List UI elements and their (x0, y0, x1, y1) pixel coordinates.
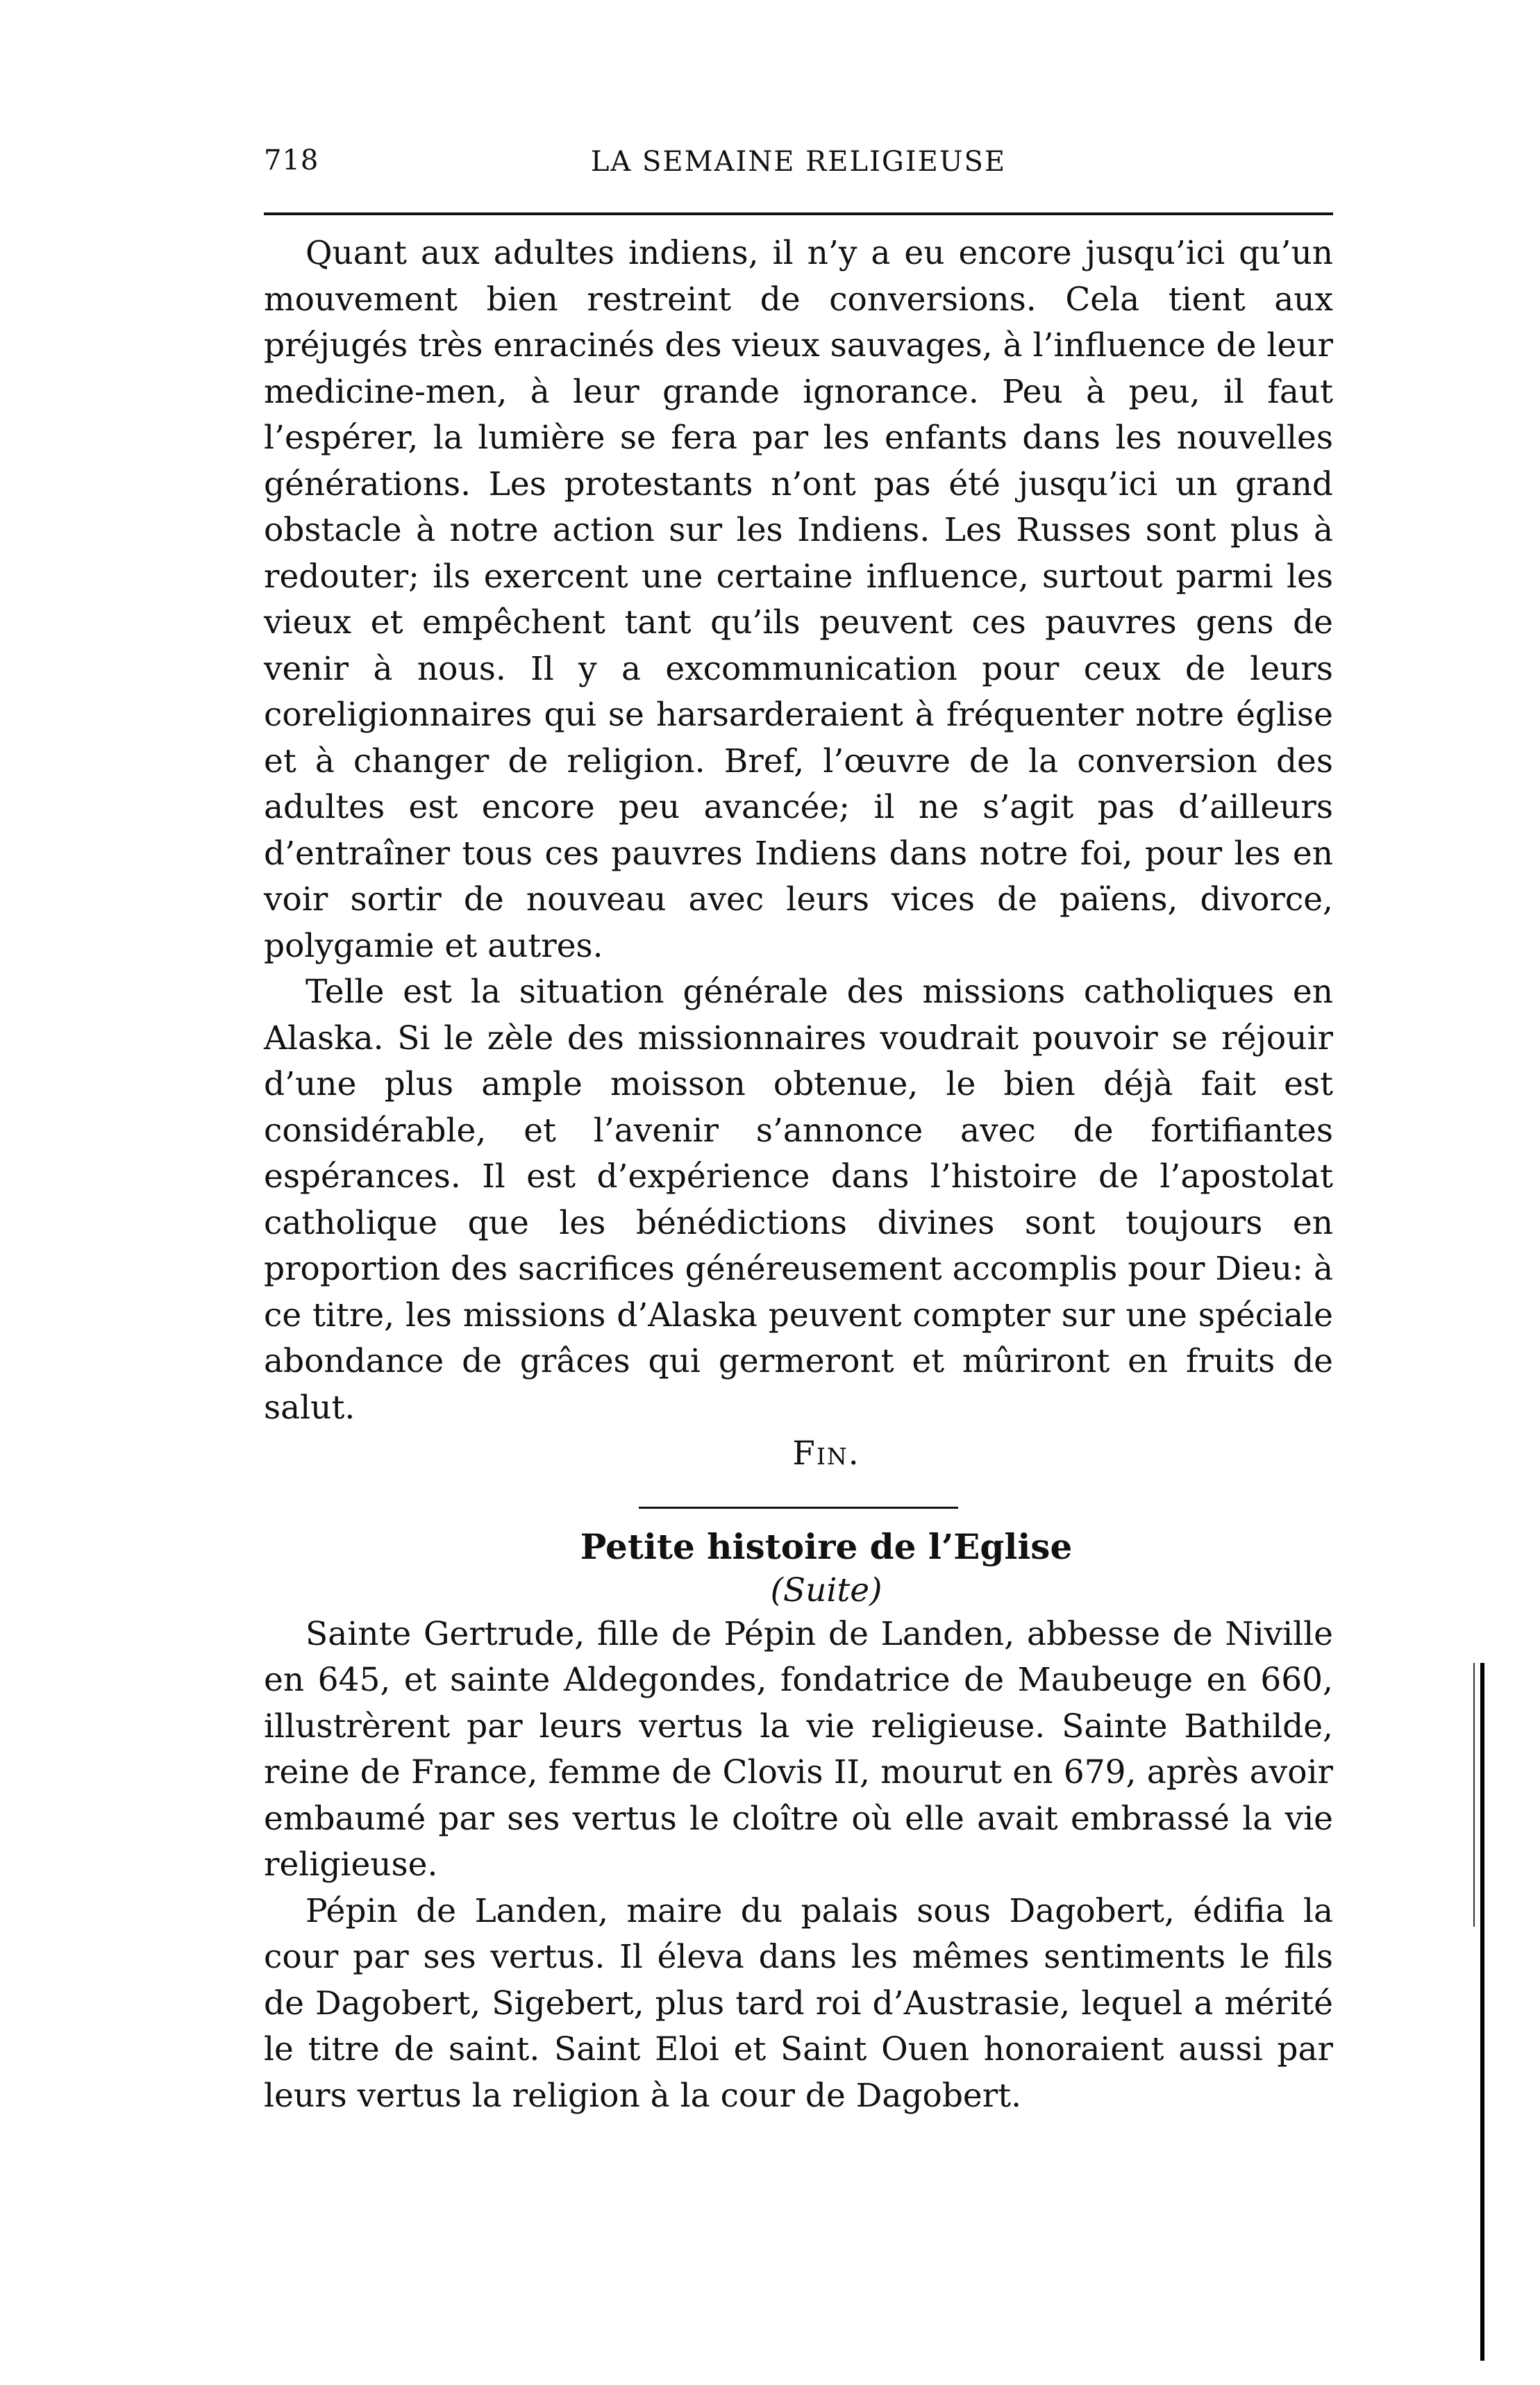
section-divider (639, 1507, 958, 1509)
section-subtitle: (Suite) (770, 1571, 882, 1609)
scan-edge-mark (1473, 1663, 1475, 1927)
section-title: Petite histoire de l’Eglise (580, 1525, 1073, 1567)
page (264, 139, 1333, 2119)
paragraph: Sainte Gertrude, fille de Pépin de Landen, abbesse de Niville en 645, et sainte Aldegondes, fondatrice de Maubeuge en 660, illustrèrent par leurs vertus la vie religieuse. Sainte Bathilde, reine de France, femme de Clovis II, mourut en 679, après avoir embaumé par ses vertus le cloître où elle avait embrassé la vie religieuse. (264, 1614, 1333, 1884)
scan-edge-mark (1480, 1663, 1484, 2361)
end-marker: Fin. (792, 1434, 860, 1473)
paragraph: Telle est la situation générale des missions catholiques en Alaska. Si le zèle des missionnaires voudrait pouvoir se réjouir d’une plus ample moisson obtenue, le bien déjà fait est considérable, et l’avenir s’annonce avec de fortifiantes espérances. Il est d’expérience dans l’histoire de l’apostolat catholique que les bénédictions divines sont toujours en proportion des sacrifices généreusement accomplis pour Dieu: à ce titre, les missions d’Alaska peuvent compter sur une spéciale abondance de grâces qui germeront et mûriront en fruits de salut. (264, 973, 1333, 1427)
header-rule (264, 212, 1333, 215)
paragraph: Quant aux adultes indiens, il n’y a eu encore jusqu’ici qu’un mouvement bien restreint de conversions. Cela tient aux préjugés très enracinés des vieux sauvages, à l’influence de leur medicine-men, à leur grande ignorance. Peu à peu, il faut l’espérer, la lumière se fera par les enfants dans les nouvelles générations. Les protestants n’ont pas été jusqu’ici un grand obstacle à notre action sur les Indiens. Les Russes sont plus à redouter; ils exercent une certaine influence, surtout parmi les vieux et empêchent tant qu’ils peuvent ces pauvres gens de venir à nous. Il y a excommunication pour ceux de leurs coreligionnaires qui se harsarderaient à fréquenter notre église et à changer de religion. Bref, l’œuvre de la conversion des adultes est encore peu avancée; il ne s’agit pas d’ailleurs d’entraîner tous ces pauvres Indiens dans notre foi, pour les en voir sortir de nouveau avec leurs vices de païens, divorce, polygamie et autres. (264, 234, 1333, 965)
paragraph: Pépin de Landen, maire du palais sous Dagobert, édifia la cour par ses vertus. Il éleva dans les mêmes sentiments le fils de Dagobert, Sigebert, plus tard roi d’Austrasie, lequel a mérité le titre de saint. Saint Eloi et Saint Ouen honoraient aussi par leurs vertus la religion à la cour de Dagobert. (264, 1891, 1333, 2115)
page-number: 718 (264, 144, 319, 176)
running-head (264, 139, 1333, 187)
running-title: LA SEMAINE RELIGIEUSE (590, 146, 1007, 178)
